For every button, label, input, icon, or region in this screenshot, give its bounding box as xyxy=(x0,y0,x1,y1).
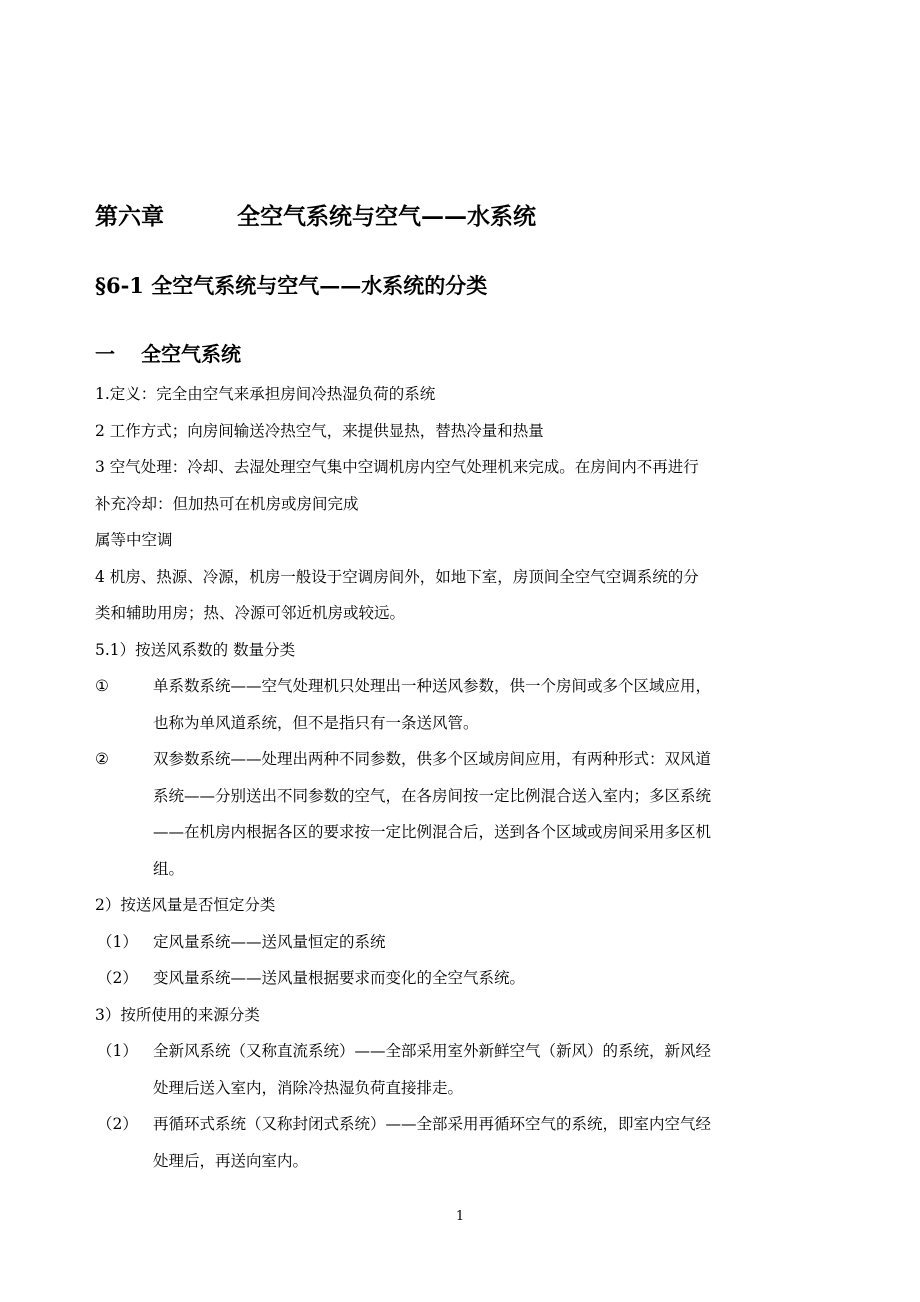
list-item-line: 再循环式系统（又称封闭式系统）——全部采用再循环空气的系统，即室内空气经 xyxy=(153,1115,712,1133)
list-item-line: 变风量系统——送风量根据要求而变化的全空气系统。 xyxy=(153,969,526,987)
list-item xyxy=(95,1033,830,1106)
chapter-number: 第六章 xyxy=(95,203,164,230)
subsection-mark: 一 xyxy=(95,342,115,366)
subsection-heading xyxy=(95,338,241,367)
subsection-title: 全空气系统 xyxy=(141,342,241,366)
list-item-line: 处理后，再送向室内。 xyxy=(153,1151,309,1170)
list-item-line: 系统——分别送出不同参数的空气，在各房间按一定比例混合送入室内；多区系统 xyxy=(153,786,712,805)
paragraph-air-treatment-line1: 3 空气处理：冷却、去湿处理空气集中空调机房内空气处理机来完成。在房间内不再进行 xyxy=(95,458,699,476)
chapter-heading xyxy=(95,198,536,231)
list-item xyxy=(95,960,830,997)
list-item-line: ——在机房内根据各区的要求按一定比例混合后，送到各个区域或房间采用多区机 xyxy=(153,823,712,841)
list-item-label: （2） xyxy=(97,969,138,987)
list-item-label: （1） xyxy=(97,1042,138,1060)
list-item-line: 单系数系统——空气处理机只处理出一种送风参数，供一个房间或多个区域应用， xyxy=(153,677,712,695)
paragraph-machine-room-line2: 类和辅助用房；热、冷源可邻近机房或较远。 xyxy=(95,604,406,622)
list-item-line: 全新风系统（又称直流系统）——全部采用室外新鲜空气（新风）的系统，新风经 xyxy=(153,1042,712,1060)
chapter-title: 全空气系统与空气——水系统 xyxy=(237,203,536,230)
list-item xyxy=(95,924,830,961)
paragraph-source-heading: 3）按所使用的来源分类 xyxy=(95,1005,260,1024)
list-item-label: （2） xyxy=(97,1115,138,1133)
paragraph-note: 属等中空调 xyxy=(95,531,173,549)
list-item-line: 处理后送入室内，消除冷热湿负荷直接排走。 xyxy=(153,1078,464,1097)
list-item-label: ① xyxy=(95,677,109,695)
section-heading: §6-1 全空气系统与空气——水系统的分类 xyxy=(95,273,488,298)
paragraph-machine-room-line1: 4 机房、热源、冷源，机房一般设于空调房间外，如地下室，房顶间全空气空调系统的分 xyxy=(95,567,699,586)
paragraph-classification-heading: 5.1）按送风系数的 数量分类 xyxy=(95,640,296,659)
list-item xyxy=(95,741,830,887)
list-item xyxy=(95,1106,830,1179)
list-item-line: 也称为单风道系统，但不是指只有一条送风管。 xyxy=(153,713,479,732)
paragraph-working-mode: 2 工作方式；向房间输送冷热空气，来提供显热，替热冷量和热量 xyxy=(95,421,544,440)
list-item xyxy=(95,668,830,741)
list-item-line: 双参数系统——处理出两种不同参数，供多个区域房间应用，有两种形式：双风道 xyxy=(153,750,712,768)
paragraph-air-treatment-line2: 补充冷却：但加热可在机房或房间完成 xyxy=(95,494,359,513)
list-item-line: 组。 xyxy=(153,859,185,878)
paragraph-airflow-heading: 2）按送风量是否恒定分类 xyxy=(95,896,276,914)
page-number: 1 xyxy=(455,1209,465,1224)
list-item-line: 定风量系统——送风量恒定的系统 xyxy=(153,932,386,951)
list-item-label: （1） xyxy=(97,932,138,951)
list-item-label: ② xyxy=(95,750,109,768)
paragraph-definition: 1.定义：完全由空气来承担房间冷热湿负荷的系统 xyxy=(95,385,436,403)
body-text xyxy=(95,376,830,1179)
